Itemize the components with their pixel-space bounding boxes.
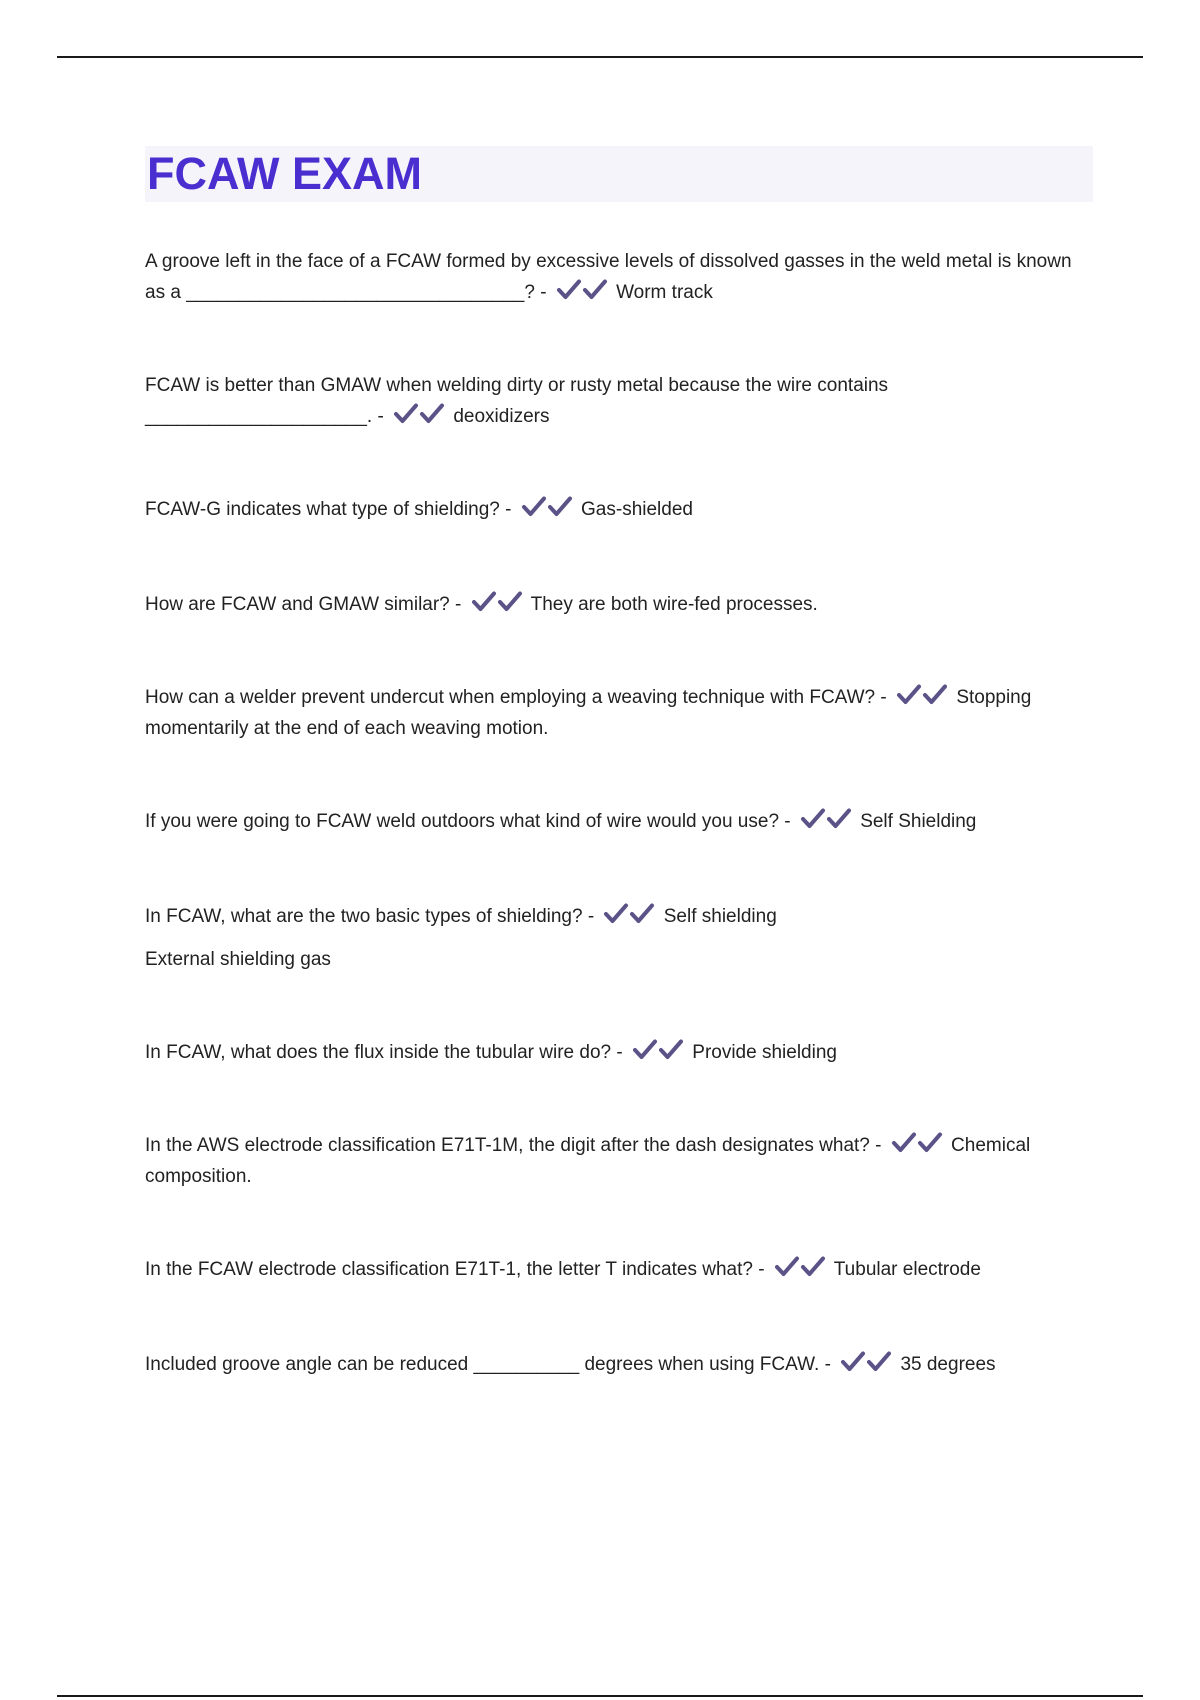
- qa-line: [145, 1037, 1093, 1068]
- check-icon: [840, 1351, 866, 1373]
- qa-item-10: [145, 1254, 1093, 1285]
- check-icon: [800, 1256, 826, 1278]
- qa-line: [145, 901, 1093, 932]
- check-icon: [632, 1039, 658, 1061]
- answer-text: Tubular electrode: [833, 1259, 981, 1280]
- double-check-icon: [840, 1351, 892, 1373]
- question-text: FCAW-G indicates what type of shielding?: [145, 499, 500, 520]
- bottom-rule: [57, 1695, 1143, 1697]
- double-check-icon: [632, 1039, 684, 1061]
- separator: -: [540, 282, 547, 303]
- double-check-icon: [891, 1132, 943, 1154]
- check-icon: [556, 279, 582, 301]
- question-text: In FCAW, what are the two basic types of shielding?: [145, 906, 583, 927]
- separator: -: [587, 906, 595, 927]
- page-title: FCAW EXAM: [147, 148, 422, 199]
- qa-line: [145, 1130, 1093, 1192]
- check-icon: [658, 1039, 684, 1061]
- check-icon: [547, 496, 573, 518]
- title-band: [145, 146, 1093, 202]
- qa-item-3: [145, 494, 1093, 525]
- check-icon: [917, 1132, 943, 1154]
- check-icon: [582, 279, 608, 301]
- separator: -: [377, 406, 384, 427]
- qa-line: [145, 806, 1093, 837]
- answer-text: Self shielding: [663, 906, 777, 927]
- qa-item-7: [145, 901, 1093, 975]
- qa-line: [145, 589, 1093, 620]
- double-check-icon: [471, 591, 523, 613]
- check-icon: [521, 496, 547, 518]
- separator: -: [784, 811, 791, 832]
- answer-text: They are both wire-fed processes.: [530, 594, 818, 615]
- qa-item-5: [145, 682, 1093, 744]
- check-icon: [471, 591, 497, 613]
- check-icon: [891, 1132, 917, 1154]
- check-icon: [866, 1351, 892, 1373]
- separator: -: [505, 499, 512, 520]
- double-check-icon: [800, 808, 852, 830]
- answer-text: Provide shielding: [692, 1042, 837, 1063]
- qa-item-6: [145, 806, 1093, 837]
- qa-line: [145, 1349, 1093, 1380]
- qa-line: [145, 370, 1093, 432]
- separator: -: [616, 1042, 623, 1063]
- answer-extra-text: External shielding gas: [145, 949, 331, 970]
- qa-item-1: [145, 246, 1093, 308]
- answer-text: 35 degrees: [900, 1354, 996, 1375]
- double-check-icon: [774, 1256, 826, 1278]
- question-text: How can a welder prevent undercut when employing a weaving technique with FCAW?: [145, 687, 876, 708]
- check-icon: [393, 403, 419, 425]
- check-icon: [826, 808, 852, 830]
- separator: -: [875, 1135, 882, 1156]
- double-check-icon: [521, 496, 573, 518]
- qa-item-11: [145, 1349, 1093, 1380]
- separator: -: [758, 1259, 765, 1280]
- qa-line: [145, 494, 1093, 525]
- separator: -: [455, 594, 462, 615]
- answer-text: deoxidizers: [453, 406, 550, 427]
- document-body: [145, 146, 1093, 1380]
- question-text: Included groove angle can be reduced __________ degrees when using FCAW.: [145, 1354, 820, 1375]
- double-check-icon: [896, 684, 948, 706]
- qa-item-9: [145, 1130, 1093, 1192]
- double-check-icon: [393, 403, 445, 425]
- check-icon: [603, 903, 629, 925]
- check-icon: [800, 808, 826, 830]
- qa-item-4: [145, 589, 1093, 620]
- answer-text: Chemical composition.: [145, 1135, 1031, 1187]
- qa-item-2: [145, 370, 1093, 432]
- check-icon: [419, 403, 445, 425]
- top-rule: [57, 56, 1143, 58]
- double-check-icon: [603, 903, 655, 925]
- question-text: In the FCAW electrode classification E71T-1, the letter T indicates what?: [145, 1259, 753, 1280]
- separator: -: [880, 687, 887, 708]
- question-text: A groove left in the face of a FCAW formed by excessive levels of dissolved gasses in the weld metal is known as a ________________________________?: [145, 251, 1072, 303]
- check-icon: [774, 1256, 800, 1278]
- question-text: How are FCAW and GMAW similar?: [145, 594, 450, 615]
- question-text: In FCAW, what does the flux inside the tubular wire do?: [145, 1042, 612, 1063]
- qa-line: [145, 682, 1093, 744]
- question-text: FCAW is better than GMAW when welding dirty or rusty metal because the wire contains _____________________.: [145, 375, 889, 427]
- check-icon: [922, 684, 948, 706]
- answer-text: Worm track: [616, 282, 713, 303]
- separator: -: [824, 1354, 831, 1375]
- double-check-icon: [556, 279, 608, 301]
- check-icon: [896, 684, 922, 706]
- check-icon: [497, 591, 523, 613]
- qa-item-8: [145, 1037, 1093, 1068]
- question-text: In the AWS electrode classification E71T-1M, the digit after the dash designates what?: [145, 1135, 870, 1156]
- qa-line: [145, 1254, 1093, 1285]
- answer-text: Stopping momentarily at the end of each weaving motion.: [145, 687, 1032, 739]
- check-icon: [629, 903, 655, 925]
- qa-line: [145, 246, 1093, 308]
- answer-text: Gas-shielded: [581, 499, 693, 520]
- question-text: If you were going to FCAW weld outdoors what kind of wire would you use?: [145, 811, 780, 832]
- answer-text: Self Shielding: [860, 811, 977, 832]
